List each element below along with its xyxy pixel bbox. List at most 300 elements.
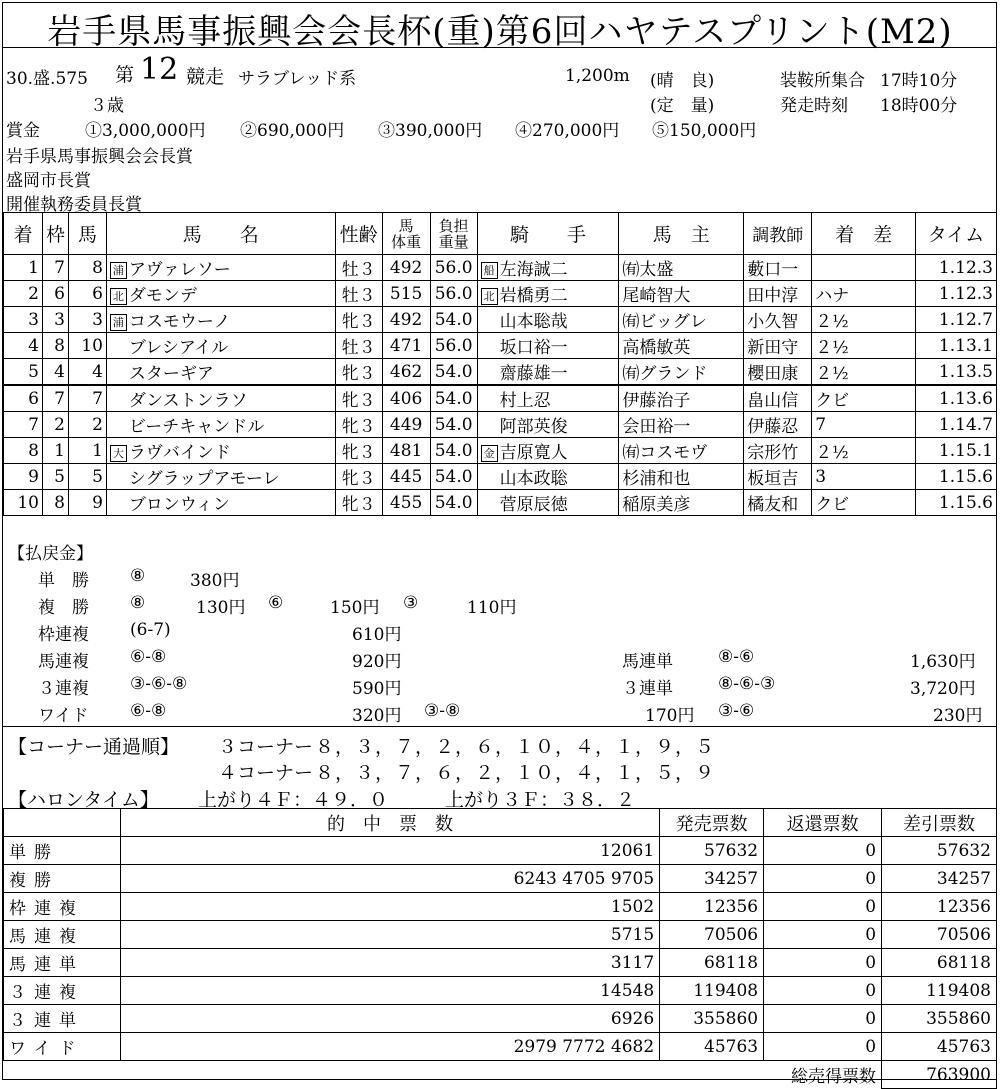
sales-row [4,837,997,865]
award-2: 盛岡市長賞 [6,171,91,191]
furlong-label: 【ハロンタイム】 [8,789,159,811]
umaren-combo: ⑥-⑧ [130,647,167,667]
sales-row [4,977,997,1005]
finish-position-cell: 3 [4,307,43,333]
finish-time-cell: 1.14.7 [916,412,997,438]
tickets-refunded: 0 [764,893,882,921]
bet-type: 馬連単 [4,949,121,977]
jockey-name-cell [477,385,619,412]
owner-name-cell: ㈲コスモヴ [619,438,744,464]
umatan-amount: 1,630円 [910,652,976,672]
finish-time-cell: 1.12.7 [916,307,997,333]
jockey-name-cell [477,490,619,516]
jockey-name-cell [477,438,619,464]
horse-name: ラヴバインド [128,443,231,463]
trainer-name-cell: 小久智 [744,307,812,333]
corner4-order: ８，３，７，６，２，１０，４，１，５，９ [315,762,716,784]
trainer-name-cell: 畠山信 [744,385,812,412]
owner-name-cell: 杉浦和也 [619,464,744,490]
sanrenpuku-label: ３連複 [38,679,89,699]
sex-age-cell: 牡３ [335,281,382,307]
trainer-name-cell: 藪口一 [744,255,812,281]
result-row [4,333,997,359]
owner-name-cell: 尾崎智大 [619,281,744,307]
bet-type: 枠連複 [4,893,121,921]
header-margin: 着 差 [812,213,916,255]
tansho-label: 単 勝 [38,571,89,591]
horse-name-cell [106,464,335,490]
sales-row [4,921,997,949]
trainer-name-cell: 田中淳 [744,281,812,307]
body-weight-cell: 449 [382,412,430,438]
gather-time: 17時10分 [880,71,958,91]
jockey-name-cell [477,281,619,307]
affiliation-mark: 浦 [110,314,127,331]
tickets-refunded: 0 [764,837,882,865]
jockey-name-cell [477,307,619,333]
fukusho-amount-2: 150円 [330,598,380,618]
header-burden [430,213,477,255]
horse-number-cell: 7 [68,385,106,412]
jockey-name: 山本聡哉 [499,312,568,332]
header-sexage: 性齢 [335,213,382,255]
sanrentan-combo: ⑧-⑥-③ [718,674,776,694]
payout-divider [2,726,997,727]
burden-weight-cell: 54.0 [430,438,477,464]
jockey-name: 齋藤雄一 [499,364,568,384]
header-bodyweight-2: 体重 [391,232,422,251]
gather-label: 装鞍所集合 [780,71,865,91]
fukusho-combo-3: ③ [403,593,419,613]
winning-tickets: 12061 [120,837,659,865]
trainer-name-cell: 板垣吉 [744,464,812,490]
wide-combo-2: ③-⑧ [424,701,461,721]
net-tickets: 70506 [882,921,997,949]
body-weight-cell: 406 [382,385,430,412]
header-finish: 着 [4,213,43,255]
bet-type: ３連複 [4,977,121,1005]
net-tickets: 45763 [882,1033,997,1061]
total-spacer-2 [120,1061,659,1089]
tickets-sold: 34257 [660,865,764,893]
sanrentan-amount: 3,720円 [910,679,976,699]
horse-number-cell: 5 [68,464,106,490]
frame-number-cell: 1 [42,438,68,464]
horse-number-cell: 4 [68,359,106,386]
sex-age-cell: 牝３ [335,385,382,412]
sex-age-cell: 牝３ [335,490,382,516]
corner3-label: ３コーナー [218,736,314,758]
sales-row [4,1005,997,1033]
header-frame: 枠 [42,213,68,255]
horse-name: ダモンデ [128,286,197,306]
body-weight-cell: 471 [382,333,430,359]
margin-cell [812,255,916,281]
distance: 1,200m [565,66,630,86]
fukusho-label: 複 勝 [38,598,89,618]
sales-table [3,808,997,1089]
horse-number-cell: 2 [68,412,106,438]
burden-weight-cell: 54.0 [430,307,477,333]
sex-age-cell: 牝３ [335,464,382,490]
finish-time-cell: 1.15.6 [916,464,997,490]
horse-name: ダンストンラソ [128,391,248,411]
owner-name-cell: 伊藤治子 [619,385,744,412]
start-label: 発走時刻 [780,96,848,116]
tansho-combo: ⑧ [130,566,146,586]
burden-weight-cell: 54.0 [430,412,477,438]
header-burden-1: 負担 [438,216,469,235]
body-weight-cell: 445 [382,464,430,490]
tickets-sold: 12356 [660,893,764,921]
sex-age-cell: 牝３ [335,307,382,333]
award-1: 岩手県馬事振興会会長賞 [6,147,193,167]
net-tickets: 68118 [882,949,997,977]
breed: サラブレッド系 [238,69,357,89]
corner3-order: ８，３，７，２，６，１０，４，１，９，５ [315,736,716,758]
bet-type: 馬連複 [4,921,121,949]
tickets-refunded: 0 [764,1005,882,1033]
sanrenpuku-amount: 590円 [352,679,402,699]
owner-name-cell: ㈲ビッグレ [619,307,744,333]
margin-cell: ２½ [812,333,916,359]
margin-cell: クビ [812,385,916,412]
sales-header-refund: 返還票数 [764,809,882,837]
winning-tickets: 3117 [120,949,659,977]
fukusho-combo-2: ⑥ [268,593,284,613]
umaren-amount: 920円 [352,652,402,672]
winning-tickets: 2979 7772 4682 [120,1033,659,1061]
sales-row [4,893,997,921]
sanrenpuku-combo: ③-⑥-⑧ [130,674,188,694]
prize-2: ②690,000円 [240,121,345,141]
tickets-sold: 68118 [660,949,764,977]
jockey-name: 菅原辰徳 [499,495,568,515]
tickets-refunded: 0 [764,1033,882,1061]
sales-header-hit: 的 中 票 数 [120,809,659,837]
weather-track: (晴 良) [650,71,715,91]
trainer-name-cell: 橘友和 [744,490,812,516]
corner4-label: ４コーナー [218,762,314,784]
horse-name-cell [106,255,335,281]
horse-name: スターギア [128,364,214,384]
finish-position-cell: 10 [4,490,43,516]
finish-time-cell: 1.13.1 [916,333,997,359]
jockey-affiliation-mark: 金 [481,445,498,462]
tickets-sold: 70506 [660,921,764,949]
finish-position-cell: 9 [4,464,43,490]
finish-position-cell: 1 [4,255,43,281]
jockey-name-cell [477,333,619,359]
header-trainer: 調教師 [744,213,812,255]
net-tickets: 119408 [882,977,997,1005]
finish-time-cell: 1.13.6 [916,385,997,412]
jockey-name: 坂口裕一 [499,338,568,358]
sex-age-cell: 牝３ [335,359,382,386]
wide-combo-3: ③-⑥ [718,701,755,721]
frame-number-cell: 2 [42,412,68,438]
jockey-name: 左海誠二 [499,260,568,280]
sales-row [4,865,997,893]
fukusho-amount-3: 110円 [467,598,517,618]
horse-number-cell: 3 [68,307,106,333]
sanrentan-label: ３連単 [622,679,673,699]
finish-time-cell: 1.13.5 [916,359,997,386]
tickets-refunded: 0 [764,921,882,949]
tickets-refunded: 0 [764,977,882,1005]
jockey-name: 山本政聡 [499,469,568,489]
affiliation-mark: 大 [110,445,127,462]
trainer-name-cell: 新田守 [744,333,812,359]
result-row [4,438,997,464]
sales-row [4,1033,997,1061]
jockey-affiliation-mark: 北 [481,288,498,305]
finish-position-cell: 2 [4,281,43,307]
umaren-label: 馬連複 [38,652,89,672]
jockey-name-cell [477,464,619,490]
sales-header-sold: 発売票数 [660,809,764,837]
bet-type: 単勝 [4,837,121,865]
body-weight-cell: 492 [382,255,430,281]
horse-name-cell [106,490,335,516]
umatan-label: 馬連単 [622,652,673,672]
horse-number-cell: 9 [68,490,106,516]
tickets-sold: 57632 [660,837,764,865]
wakuren-amount: 610円 [352,625,402,645]
finish-time-cell: 1.15.1 [916,438,997,464]
header-bodyweight-1: 馬 [398,216,414,235]
body-weight-cell: 462 [382,359,430,386]
race-suffix: 競走 [186,66,225,88]
tickets-sold: 45763 [660,1033,764,1061]
prize-1: ①3,000,000円 [85,121,206,141]
horse-name-cell [106,385,335,412]
frame-number-cell: 5 [42,464,68,490]
trainer-name-cell: 伊藤忍 [744,412,812,438]
sex-age-cell: 牡３ [335,333,382,359]
affiliation-mark: 浦 [110,262,127,279]
jockey-name-cell [477,255,619,281]
wakuren-label: 枠連複 [38,625,89,645]
wide-amount-3: 230円 [933,706,983,726]
margin-cell: ２½ [812,438,916,464]
burden-weight-cell: 54.0 [430,359,477,386]
trainer-name-cell: 宗形竹 [744,438,812,464]
margin-cell: 7 [812,412,916,438]
age: ３歳 [90,96,124,116]
owner-name-cell: ㈲グランド [619,359,744,386]
header-bodyweight [382,213,430,255]
horse-number-cell: 8 [68,255,106,281]
owner-name-cell: ㈲太盛 [619,255,744,281]
result-row [4,307,997,333]
winning-tickets: 5715 [120,921,659,949]
results-table [3,212,997,516]
horse-name: アヴァレソー [128,260,231,280]
frame-number-cell: 8 [42,490,68,516]
burden-weight-cell: 56.0 [430,281,477,307]
wide-combo-1: ⑥-⑧ [130,701,167,721]
sex-age-cell: 牝３ [335,438,382,464]
header-owner: 馬 主 [619,213,744,255]
burden-weight-cell: 56.0 [430,333,477,359]
payout-label: 【払戻金】 [8,544,93,564]
bet-type: 複勝 [4,865,121,893]
finish-time-cell: 1.15.6 [916,490,997,516]
horse-name-cell [106,333,335,359]
result-row [4,412,997,438]
margin-cell: クビ [812,490,916,516]
tickets-sold: 355860 [660,1005,764,1033]
result-row [4,359,997,386]
horse-number-cell: 10 [68,333,106,359]
net-tickets: 355860 [882,1005,997,1033]
total-spacer-1 [4,1061,121,1089]
jockey-name-cell [477,359,619,386]
sex-age-cell: 牡３ [335,255,382,281]
tickets-sold: 119408 [660,977,764,1005]
award-3: 開催執務委員長賞 [6,195,142,215]
horse-name: ビーチキャンドル [128,417,265,437]
fukusho-combo-1: ⑧ [130,593,146,613]
finish-position-cell: 4 [4,333,43,359]
frame-number-cell: 7 [42,255,68,281]
jockey-name: 阿部英俊 [499,417,568,437]
header-num: 馬 [68,213,106,255]
result-row [4,281,997,307]
body-weight-cell: 455 [382,490,430,516]
header-burden-2: 重量 [438,232,469,251]
sales-header-blank [4,809,121,837]
winning-tickets: 1502 [120,893,659,921]
net-tickets: 57632 [882,837,997,865]
horse-name-cell [106,281,335,307]
corner-label: 【コーナー通過順】 [8,736,180,758]
burden-weight-cell: 54.0 [430,385,477,412]
net-tickets: 12356 [882,893,997,921]
bet-type: ワイド [4,1033,121,1061]
affiliation-mark: 北 [110,288,127,305]
weight-rule: (定 量) [650,96,715,116]
sales-row [4,949,997,977]
jockey-name: 村上忍 [499,391,551,411]
fukusho-amount-1: 130円 [196,598,246,618]
horse-name: ブレシアイル [128,338,229,358]
margin-cell: ２½ [812,307,916,333]
jockey-name: 岩橋勇二 [499,286,568,306]
race-title: 岩手県馬事振興会会長杯(重)第6回ハヤテスプリント(M2) [47,12,953,52]
tickets-refunded: 0 [764,865,882,893]
horse-name-cell [106,307,335,333]
result-row [4,255,997,281]
race-prefix: 第 [115,64,135,86]
wide-label: ワイド [38,706,89,726]
prize-4: ④270,000円 [515,121,620,141]
wide-amount-2: 170円 [645,706,695,726]
horse-number-cell: 6 [68,281,106,307]
last-4f: 上がり４Ｆ：４９．０ [198,789,389,811]
header-time: タイム [916,213,997,255]
body-weight-cell: 492 [382,307,430,333]
last-3f: 上がり３Ｆ：３８．２ [445,789,636,811]
tickets-refunded: 0 [764,949,882,977]
result-row [4,490,997,516]
margin-cell: ２½ [812,359,916,386]
total-value: 763900 [882,1061,997,1089]
sex-age-cell: 牝３ [335,412,382,438]
owner-name-cell: 会田裕一 [619,412,744,438]
tansho-amount: 380円 [190,571,240,591]
winning-tickets: 6243 4705 9705 [120,865,659,893]
bet-type: ３連単 [4,1005,121,1033]
sales-header-net: 差引票数 [882,809,997,837]
horse-name-cell [106,359,335,386]
frame-number-cell: 3 [42,307,68,333]
horse-name: コスモウーノ [128,312,231,332]
finish-position-cell: 8 [4,438,43,464]
header-jockey: 騎 手 [477,213,619,255]
start-time: 18時00分 [880,96,958,116]
net-tickets: 34257 [882,865,997,893]
header-horse: 馬 名 [106,213,335,255]
finish-position-cell: 5 [4,359,43,386]
result-row [4,385,997,412]
horse-name-cell [106,438,335,464]
burden-weight-cell: 54.0 [430,490,477,516]
sales-total-row [4,1061,997,1089]
margin-cell: 3 [812,464,916,490]
results-header-row [4,213,997,255]
frame-number-cell: 4 [42,359,68,386]
finish-position-cell: 7 [4,412,43,438]
frame-number-cell: 8 [42,333,68,359]
result-row [4,464,997,490]
horse-number-cell: 1 [68,438,106,464]
finish-time-cell: 1.12.3 [916,281,997,307]
horse-name: シグラップアモーレ [128,469,280,489]
jockey-affiliation-mark: 船 [481,262,498,279]
margin-cell: ハナ [812,281,916,307]
horse-name: ブロンウィン [128,495,230,515]
jockey-name: 吉原寛人 [499,443,568,463]
finish-time-cell: 1.12.3 [916,255,997,281]
owner-name-cell: 稲原美彦 [619,490,744,516]
burden-weight-cell: 54.0 [430,464,477,490]
finish-position-cell: 6 [4,385,43,412]
burden-weight-cell: 56.0 [430,255,477,281]
race-id: 30.盛.575 [6,69,88,89]
winning-tickets: 6926 [120,1005,659,1033]
jockey-name-cell [477,412,619,438]
total-label: 総売得票数 [660,1061,882,1089]
wide-amount-1: 320円 [352,706,402,726]
title-divider [2,47,997,48]
frame-number-cell: 6 [42,281,68,307]
race-number: 12 [140,52,179,87]
prize-3: ③390,000円 [378,121,483,141]
sales-header-row [4,809,997,837]
prize-5: ⑤150,000円 [652,121,757,141]
prize-label: 賞金 [6,121,40,141]
owner-name-cell: 高橋敏英 [619,333,744,359]
frame-number-cell: 7 [42,385,68,412]
body-weight-cell: 515 [382,281,430,307]
winning-tickets: 14548 [120,977,659,1005]
body-weight-cell: 481 [382,438,430,464]
umatan-combo: ⑧-⑥ [718,647,755,667]
horse-name-cell [106,412,335,438]
wakuren-combo: (6-7) [130,620,171,640]
